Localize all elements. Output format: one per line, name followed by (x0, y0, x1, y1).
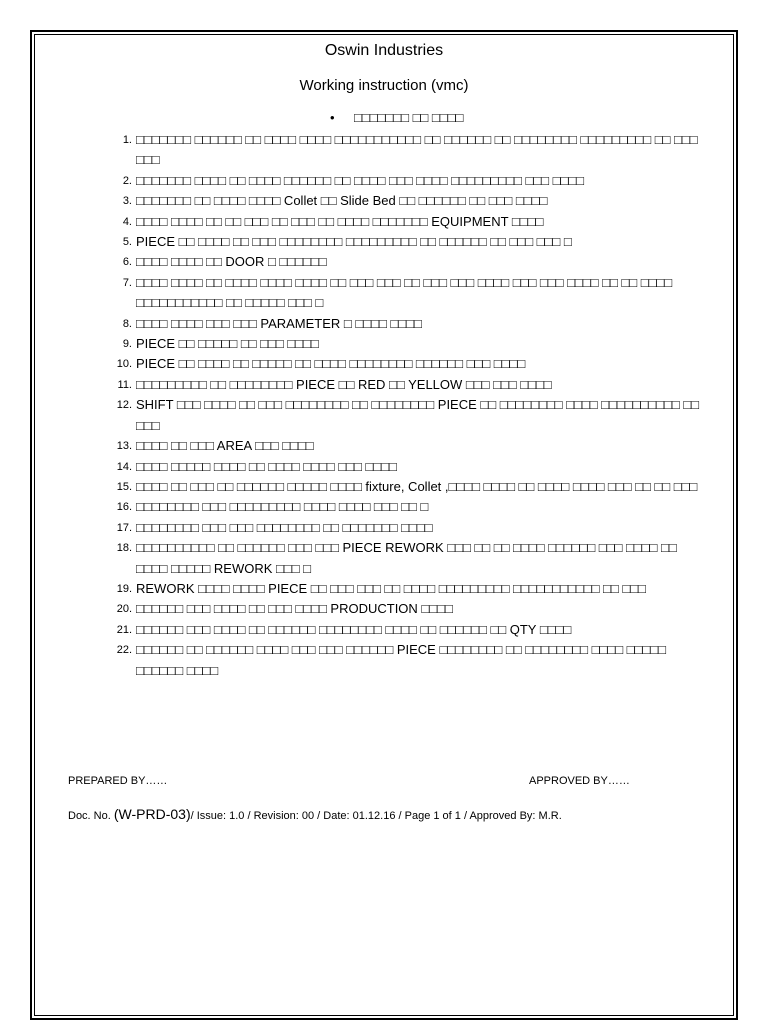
list-item-number: 8. (122, 317, 132, 330)
list-item-text: □□□□ □□ □□□ □□ □□□□□□ □□□□□ □□□□ fixture, Collet ,□□□□ □□□□ □□ □□□□ □□□□ □□□ □□ □□ □□□ (136, 478, 698, 494)
list-item (116, 354, 711, 374)
list-item-text: □□□□ □□□□ □□ □□ □□□ □□ □□□ □□ □□□□ □□□□□□□ EQUIPMENT □□□□ (136, 213, 544, 229)
list-item-text: PIECE □□ □□□□□ □□ □□□ □□□□ (136, 336, 319, 352)
list-item-text: □□□□□□□ □□□□ □□ □□□□ □□□□□□ □□ □□□□ □□□ □□□□ □□□□□□□□□ □□□ □□□□ (136, 172, 585, 188)
list-item-number: 11. (117, 378, 132, 391)
list-item-text: □□□□ □□□□ □□□ □□□ PARAMETER □ □□□□ □□□□ (136, 315, 422, 331)
list-item (122, 232, 711, 252)
list-item-text: □□□□□□ □□□ □□□□ □□ □□□ □□□□ PRODUCTION □□□□ (136, 601, 453, 617)
list-item-number: 17. (116, 521, 132, 534)
doc-no-code: (W-PRD-03) (113, 806, 191, 822)
list-item (116, 477, 711, 497)
list-item-text: □□□□□□□ □□□□□□ □□ □□□□ □□□□ □□□□□□□□□□□ □□ □□□□□□ □□ □□□□□□□□ □□□□□□□□□ □□ □□□ □□□ (136, 132, 698, 168)
instruction-list (116, 130, 711, 681)
doc-no-prefix: Doc. No. (68, 810, 114, 822)
list-item (122, 212, 711, 232)
list-item-number: 15. (116, 480, 132, 493)
list-item (117, 375, 711, 395)
list-item (116, 497, 711, 517)
list-item (122, 130, 711, 171)
document-title: Working instruction (vmc) (299, 77, 469, 94)
section-heading-text: □□□□□□□ □□ □□□□ (354, 110, 464, 125)
company-title: Oswin Industries (324, 42, 444, 59)
list-item-number: 20. (116, 603, 132, 616)
list-item-number: 22. (116, 644, 132, 657)
list-item (122, 273, 711, 314)
list-item-number: 12. (116, 399, 132, 412)
list-item (116, 457, 711, 477)
list-item-number: 19. (116, 582, 132, 595)
list-item-number: 9. (122, 338, 132, 351)
list-item (116, 620, 711, 640)
list-item-text: □□□□ □□□□□ □□□□ □□ □□□□ □□□□ □□□ □□□□ (136, 458, 397, 474)
list-item-text: □□□□□□□□ □□□ □□□□□□□□□ □□□□ □□□□ □□□ □□ □ (136, 499, 429, 515)
list-item-number: 3. (122, 195, 132, 208)
list-item (116, 538, 711, 579)
list-item-number: 5. (122, 236, 132, 249)
list-item-text: □□□□□□□ □□ □□□□ □□□□ Collet □□ Slide Bed □□ □□□□□□ □□ □□□ □□□□ (136, 193, 548, 209)
list-item-text: □□□□ □□ □□□ AREA □□□ □□□□ (136, 438, 314, 454)
list-item (116, 436, 711, 456)
list-item-number: 6. (122, 256, 132, 269)
list-item-text: □□□□ □□□□ □□ DOOR □ □□□□□□ (136, 254, 327, 270)
list-item-text: SHIFT □□□ □□□□ □□ □□□ □□□□□□□□ □□ □□□□□□□□ PIECE □□ □□□□□□□□ □□□□ □□□□□□□□□□ □□ □□□ (136, 397, 699, 433)
list-item-text: □□□□□□□□□□ □□ □□□□□□ □□□ □□□ PIECE REWORK □□□ □□ □□ □□□□ □□□□□□ □□□ □□□□ □□ □□□□ □□□□□ REWORK □□□ □ (136, 540, 677, 576)
list-item-text: REWORK □□□□ □□□□ PIECE □□ □□□ □□□ □□ □□□□ □□□□□□□□□ □□□□□□□□□□□ □□ □□□ (136, 580, 646, 596)
list-item-number: 7. (122, 276, 132, 289)
list-item-number: 18. (116, 542, 132, 555)
list-item-text: □□□□□□□□□ □□ □□□□□□□□ PIECE □□ RED □□ YELLOW □□□ □□□ □□□□ (136, 376, 552, 392)
document-number-footer (68, 806, 562, 822)
list-item (116, 579, 711, 599)
list-item (116, 599, 711, 619)
list-item (116, 640, 711, 681)
list-item-text: □□□□□□ □□ □□□□□□ □□□□ □□□ □□□ □□□□□□ PIECE □□□□□□□□ □□ □□□□□□□□ □□□□ □□□□□ □□□□□□ □□□□ (136, 642, 666, 678)
list-item-text: PIECE □□ □□□□ □□ □□□□□ □□ □□□□ □□□□□□□□ □□□□□□ □□□ □□□□ (136, 356, 526, 372)
section-heading (330, 110, 463, 125)
list-item-number: 2. (122, 174, 132, 187)
list-item-number: 1. (122, 134, 132, 146)
list-item-text: □□□□□□□□ □□□ □□□ □□□□□□□□ □□ □□□□□□□ □□□□ (136, 519, 433, 535)
list-item (122, 314, 711, 334)
list-item (122, 191, 711, 211)
list-item-text: PIECE □□ □□□□ □□ □□□ □□□□□□□□ □□□□□□□□□ □□ □□□□□□ □□ □□□ □□□ □ (136, 234, 572, 250)
list-item (122, 334, 711, 354)
list-item-text: □□□□ □□□□ □□ □□□□ □□□□ □□□□ □□ □□□ □□□ □□ □□□ □□□ □□□□ □□□ □□□ □□□□ □□ □□ □□□□ □□□□□□□□□□□ □□ □□□□□ □□□ □ (136, 274, 673, 311)
list-item (116, 518, 711, 538)
bullet-icon: • (330, 110, 335, 125)
prepared-by-label: PREPARED BY…… (68, 775, 168, 787)
approved-by-label: APPROVED BY…… (529, 775, 630, 787)
list-item-number: 21. (116, 623, 132, 636)
doc-no-details: / Issue: 1.0 / Revision: 00 / Date: 01.12.16 / Page 1 of 1 / Approved By: M.R. (190, 810, 562, 822)
list-item (122, 252, 711, 272)
list-item-text: □□□□□□ □□□ □□□□ □□ □□□□□□ □□□□□□□□ □□□□ □□ □□□□□□ □□ QTY □□□□ (136, 621, 572, 637)
list-item-number: 16. (116, 501, 132, 514)
list-item-number: 13. (116, 440, 132, 453)
list-item-number: 14. (116, 460, 132, 473)
list-item (116, 395, 711, 436)
list-item-number: 4. (122, 215, 132, 228)
list-item-number: 10. (116, 358, 132, 371)
list-item (122, 171, 711, 191)
